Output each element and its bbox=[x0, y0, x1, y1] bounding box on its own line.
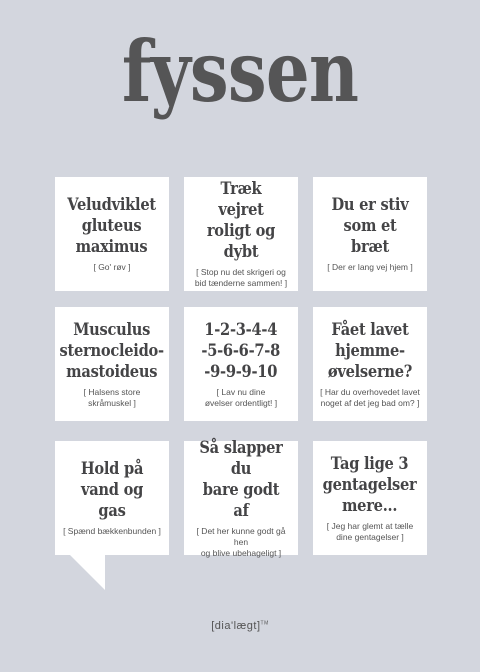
card-relax bbox=[184, 437, 298, 558]
card-subtitle: [ Halsens store skråmuskel ] bbox=[83, 386, 141, 408]
brand-logo-text: [dia'lægt] bbox=[211, 620, 261, 632]
card-homework bbox=[313, 307, 427, 421]
card-heading: 1-2-3-4-4 -5-6-6-7-8 -9-9-9-10 bbox=[201, 319, 281, 382]
card-repetitions bbox=[313, 441, 427, 555]
card-subtitle: [ Der er lang vej hjem ] bbox=[327, 262, 413, 272]
card-subtitle: [ Det her kunne godt gå hen og blive ubehageligt ] bbox=[196, 525, 286, 558]
card-musculus bbox=[55, 307, 169, 421]
card-subtitle: [ Spænd bækkenbunden ] bbox=[63, 526, 161, 536]
card-heading: Fået lavet hjemme- øvelserne? bbox=[327, 319, 413, 382]
card-subtitle: [ Jeg har glemt at tælle dine gentagelser ] bbox=[326, 520, 414, 542]
card-heading: Hold på vand og gas bbox=[80, 459, 144, 521]
brand-trademark: TM bbox=[260, 620, 269, 627]
card-hold bbox=[55, 441, 169, 555]
card-breathe bbox=[184, 177, 298, 291]
card-stiff bbox=[313, 177, 427, 291]
card-subtitle: [ Lav nu dine øvelser ordentligt! ] bbox=[204, 386, 278, 408]
card-heading: Musculus sternocleido- mastoideus bbox=[59, 319, 165, 382]
card-heading: Veludviklet gluteus maximus bbox=[67, 195, 157, 257]
card-heading: Tag lige 3 gentagelser mere... bbox=[323, 453, 417, 516]
speech-bubble-tail bbox=[55, 552, 115, 596]
card-heading: Træk vejret roligt og dybt bbox=[206, 179, 276, 262]
card-heading: Du er stiv som et bræt bbox=[331, 195, 409, 257]
brand-logo bbox=[0, 620, 480, 632]
card-gluteus bbox=[55, 177, 169, 291]
poster-title: fyssen bbox=[121, 22, 359, 121]
card-subtitle: [ Har du overhovedet lavet noget af det jeg bad om? ] bbox=[320, 386, 420, 408]
card-subtitle: [ Stop nu det skrigeri og bid tænderne sammen! ] bbox=[194, 267, 288, 288]
card-subtitle: [ Go' røv ] bbox=[93, 262, 131, 272]
card-counting bbox=[184, 307, 298, 421]
card-grid bbox=[55, 177, 427, 558]
card-heading: Så slapper du bare godt af bbox=[199, 437, 283, 521]
